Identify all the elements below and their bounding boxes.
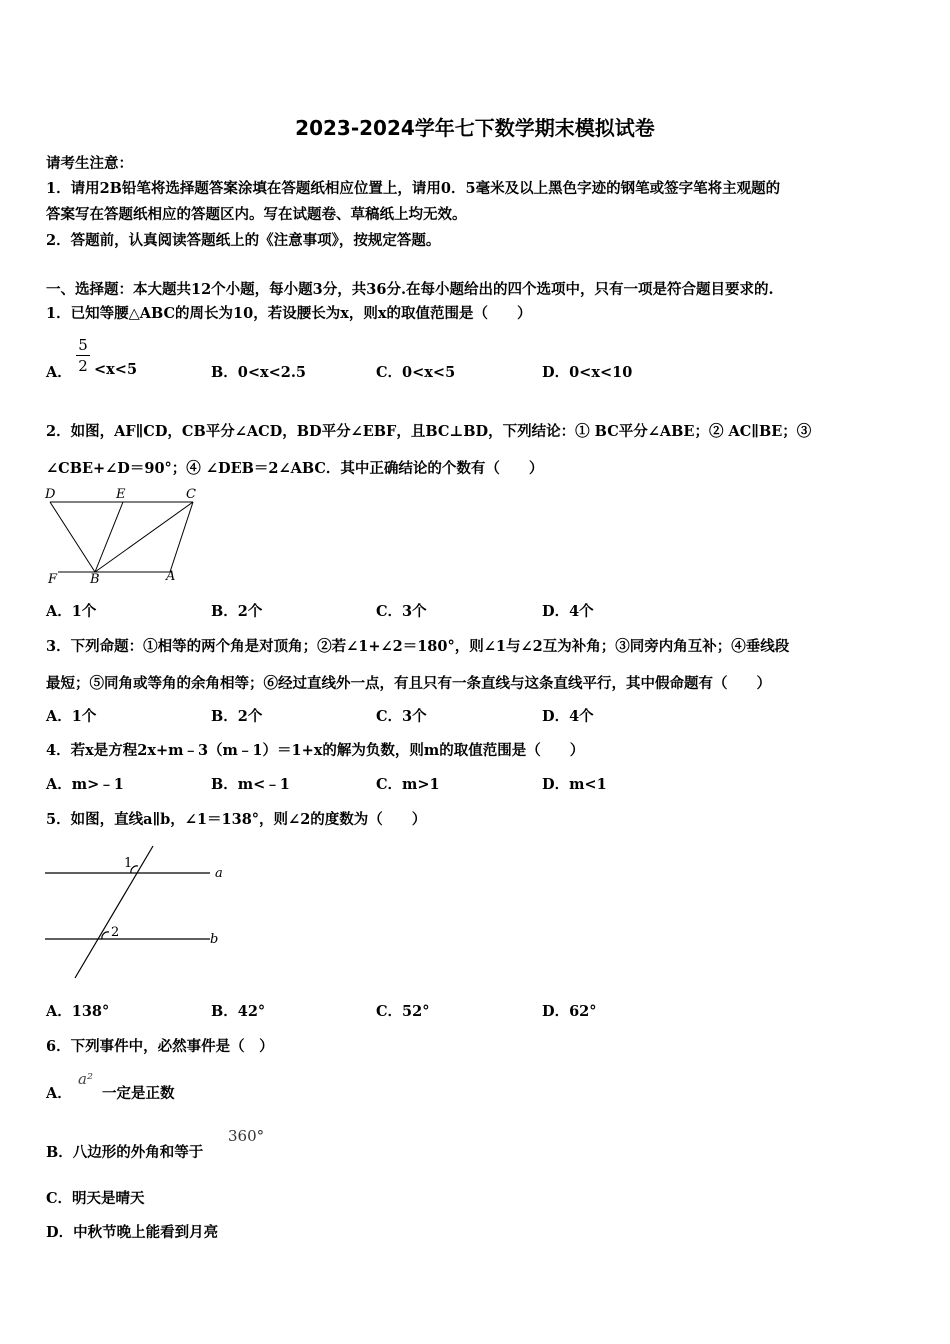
fraction-numerator: 5	[78, 336, 88, 354]
q2-option-c: C．3个	[376, 603, 427, 620]
q2-stem-line-2: ∠CBE+∠D＝90°；④ ∠DEB＝2∠ABC．其中正确结论的个数有（ ）	[46, 460, 544, 477]
label-d: D	[45, 487, 56, 502]
q3-option-c: C．3个	[376, 708, 427, 725]
label-e: E	[116, 487, 126, 502]
page-title: 2023-2024学年七下数学期末模拟试卷	[295, 116, 655, 140]
q1-option-a-fraction	[76, 336, 90, 375]
q2-option-d: D．4个	[542, 603, 594, 620]
q5-stem: 5．如图，直线a∥b，∠1＝138°，则∠2的度数为（ ）	[46, 811, 427, 828]
notice-line-2: 答案写在答题纸相应的答题区内。写在试题卷、草稿纸上均无效。	[46, 206, 467, 223]
q6-option-a-rest: 一定是正数	[102, 1085, 175, 1102]
q4-option-c: C．m>1	[376, 776, 440, 793]
section-heading: 一、选择题：本大题共12个小题，每小题3分，共36分.在每小题给出的四个选项中，只有一项是符合题目要求的.	[46, 281, 774, 298]
label-line-b: b	[210, 932, 219, 947]
q4-stem: 4．若x是方程2x+m﹣3（m﹣1）＝1+x的解为负数，则m的取值范围是（ ）	[46, 742, 585, 759]
q6-stem: 6．下列事件中，必然事件是（ ）	[46, 1038, 274, 1055]
angle-2-arc	[102, 932, 109, 939]
q5-option-d: D．62°	[542, 1003, 597, 1020]
label-a: A	[166, 569, 176, 584]
q3-stem-line-2: 最短；⑤同角或等角的余角相等；⑥经过直线外一点，有且只有一条直线与这条直线平行，其中假命题有（ ）	[46, 675, 771, 692]
q2-option-b: B．2个	[211, 603, 263, 620]
q2-geometry-figure	[40, 484, 210, 589]
notice-line-1: 1．请用2B铅笔将选择题答案涂填在答题纸相应位置上，请用0．5毫米及以上黑色字迹的钢笔或签字笔将主观题的	[46, 180, 781, 197]
q6-option-a-label: A．	[46, 1085, 72, 1102]
q5-option-b: B．42°	[211, 1003, 266, 1020]
q3-option-d: D．4个	[542, 708, 594, 725]
fraction-denominator: 2	[78, 357, 88, 375]
label-angle-1: 1	[124, 856, 133, 871]
q4-option-a: A．m>﹣1	[46, 776, 124, 793]
notice-heading: 请考生注意：	[46, 155, 133, 172]
q2-stem-line-1: 2．如图，AF∥CD，CB平分∠ACD，BD平分∠EBF，且BC⊥BD，下列结论：① BC平分∠ABE；② AC∥BE；③	[46, 423, 812, 440]
notice-line-3: 2．答题前，认真阅读答题纸上的《注意事项》，按规定答题。	[46, 232, 441, 249]
q6-option-a-math: a²	[78, 1070, 93, 1088]
fraction-bar	[76, 355, 90, 356]
q4-option-b: B．m<﹣1	[211, 776, 290, 793]
q1-option-b: B．0<x<2.5	[211, 364, 307, 381]
q5-option-c: C．52°	[376, 1003, 430, 1020]
label-angle-2: 2	[111, 925, 120, 940]
transversal-line	[75, 846, 153, 978]
q3-stem-line-1: 3．下列命题：①相等的两个角是对顶角；②若∠1+∠2＝180°，则∠1与∠2互为补角；③同旁内角互补；④垂线段	[46, 638, 790, 655]
q1-option-d: D．0<x<10	[542, 364, 633, 381]
q6-option-d: D．中秋节晚上能看到月亮	[46, 1224, 219, 1241]
line-cb	[95, 502, 193, 572]
line-db	[50, 502, 95, 572]
q6-option-b-math: 360°	[228, 1127, 265, 1145]
q3-option-a: A．1个	[46, 708, 97, 725]
label-c: C	[186, 487, 196, 502]
q5-parallel-lines-figure	[40, 840, 240, 985]
q3-option-b: B．2个	[211, 708, 263, 725]
q6-option-b-label: B．八边形的外角和等于	[46, 1144, 204, 1161]
q2-option-a: A．1个	[46, 603, 97, 620]
label-line-a: a	[215, 866, 223, 881]
q1-option-a-rest: <x<5	[94, 361, 138, 378]
label-f: F	[48, 572, 58, 587]
q4-option-d: D．m<1	[542, 776, 607, 793]
q1-stem: 1．已知等腰△ABC的周长为10，若设腰长为x，则x的取值范围是（ ）	[46, 305, 532, 322]
q1-option-c: C．0<x<5	[376, 364, 456, 381]
line-ca	[170, 502, 193, 572]
q6-option-c: C．明天是晴天	[46, 1190, 145, 1207]
q5-option-a: A．138°	[46, 1003, 110, 1020]
label-b: B	[90, 572, 100, 587]
q1-option-a-label: A．	[46, 364, 72, 381]
